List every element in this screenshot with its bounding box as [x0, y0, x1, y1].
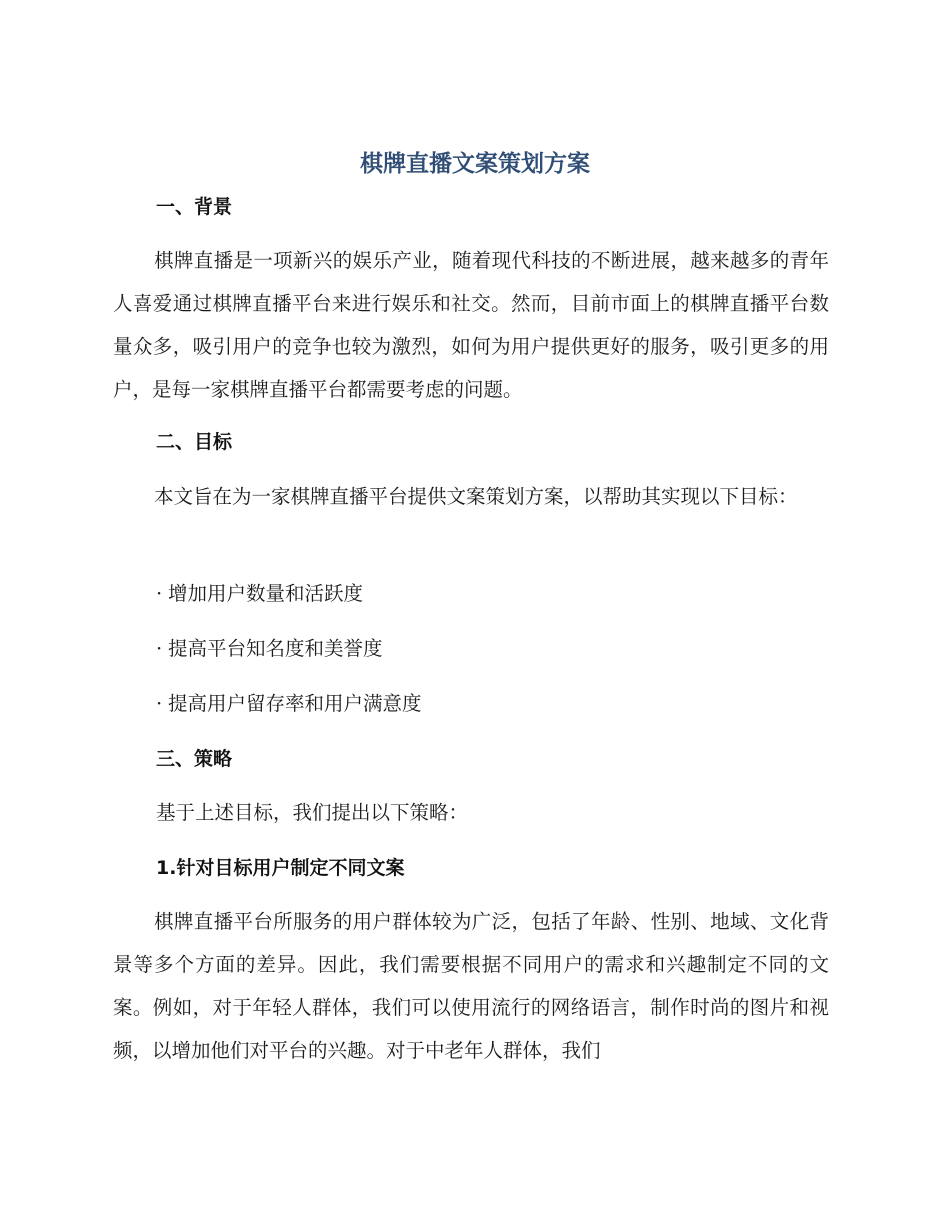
bullet-icon: · — [156, 692, 163, 715]
goals-intro-paragraph: 本文旨在为一家棋牌直播平台提供文案策划方案，以帮助其实现以下目标： — [154, 485, 798, 508]
bullet-icon: · — [156, 637, 163, 660]
bullet-icon: · — [156, 582, 163, 605]
strategy-sub1-paragraph: 棋牌直播平台所服务的用户群体较为广泛，包括了年龄、性别、地域、文化背景等多个方面的差异。因此，我们需要根据不同用户的需求和兴趣制定不同的文案。例如，对于年轻人群体，我们可以使用流行的网络语言，制作时尚的图片和视频，以增加他们对平台的兴趣。对于中老年人群体，我们 — [113, 910, 829, 1062]
section-heading-background: 一、背景 — [156, 196, 233, 218]
list-item-text: 增加用户数量和活跃度 — [168, 582, 364, 605]
list-item — [156, 579, 363, 609]
section-heading-goals: 二、目标 — [156, 431, 233, 453]
section-heading-strategy: 三、策略 — [156, 748, 233, 770]
background-paragraph: 棋牌直播是一项新兴的娱乐产业，随着现代科技的不断进展，越来越多的青年人喜爱通过棋牌直播平台来进行娱乐和社交。然而，目前市面上的棋牌直播平台数量众多，吸引用户的竞争也较为激烈，如何为用户提供更好的服务，吸引更多的用户，是每一家棋牌直播平台都需要考虑的问题。 — [113, 249, 829, 401]
list-item — [156, 689, 422, 719]
list-item — [156, 634, 383, 664]
document-title: 棋牌直播文案策划方案 — [360, 151, 590, 177]
subsection-heading-1: 1.针对目标用户制定不同文案 — [156, 857, 405, 879]
list-item-text: 提高平台知名度和美誉度 — [168, 637, 383, 660]
list-item-text: 提高用户留存率和用户满意度 — [168, 692, 422, 715]
strategy-intro: 基于上述目标，我们提出以下策略： — [156, 801, 469, 824]
